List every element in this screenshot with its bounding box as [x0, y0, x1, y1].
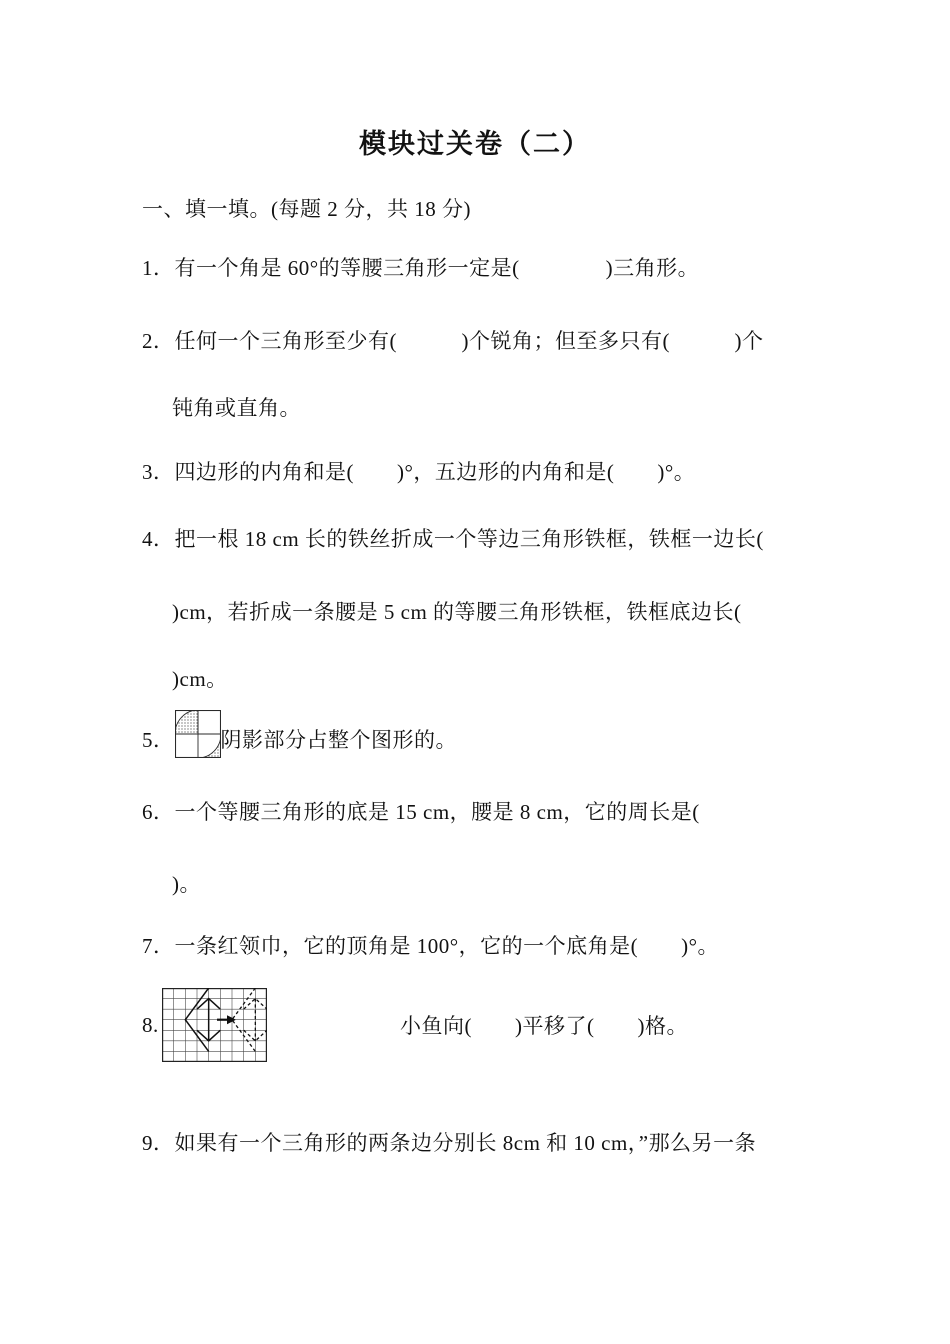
question-3: 3．四边形的内角和是( )°，五边形的内角和是( )°。 [142, 460, 696, 484]
question-8-text: 小鱼向( )平移了( )格。 [400, 1014, 688, 1038]
right-arrow-icon [217, 1015, 236, 1024]
question-2-line1: 2．任何一个三角形至少有( )个锐角；但至多只有( )个 [142, 329, 764, 353]
section-heading: 一、填一填。(每题 2 分，共 18 分) [142, 197, 471, 221]
question-9: 9．如果有一个三角形的两条边分别长 8cm 和 10 cm，”那么另一条 [142, 1131, 757, 1155]
question-5 [142, 710, 457, 758]
question-2-line2: 钝角或直角。 [172, 396, 301, 420]
grid-lines [162, 988, 267, 1062]
question-1: 1．有一个角是 60°的等腰三角形一定是( )三角形。 [142, 256, 700, 280]
question-5-text: 阴影部分占整个图形的。 [220, 728, 457, 752]
question-7: 7．一条红领巾，它的顶角是 100°，它的一个底角是( )°。 [142, 934, 720, 958]
q5-figure-svg [175, 710, 221, 758]
question-8-number: 8. [142, 1012, 159, 1037]
question-6-line2: )。 [172, 872, 201, 896]
shaded-corner-sliver [198, 734, 221, 758]
shaded-quarter-disc [175, 710, 198, 734]
q8-translation-grid-figure [162, 988, 267, 1062]
question-4-line3: )cm。 [172, 667, 228, 691]
q8-figure-svg [162, 988, 267, 1062]
grid-border [163, 989, 267, 1062]
question-6-line1: 6．一个等腰三角形的底是 15 cm，腰是 8 cm，它的周长是( [142, 800, 700, 824]
question-4-line2: )cm，若折成一条腰是 5 cm 的等腰三角形铁框，铁框底边长( [172, 600, 742, 624]
question-5-number: 5． [142, 728, 175, 752]
question-8 [142, 988, 688, 1062]
q5-shaded-square-figure [175, 710, 221, 758]
question-4-line1: 4．把一根 18 cm 长的铁丝折成一个等边三角形铁框，铁框一边长( [142, 527, 764, 551]
page-title: 模块过关卷（二） [359, 129, 591, 159]
